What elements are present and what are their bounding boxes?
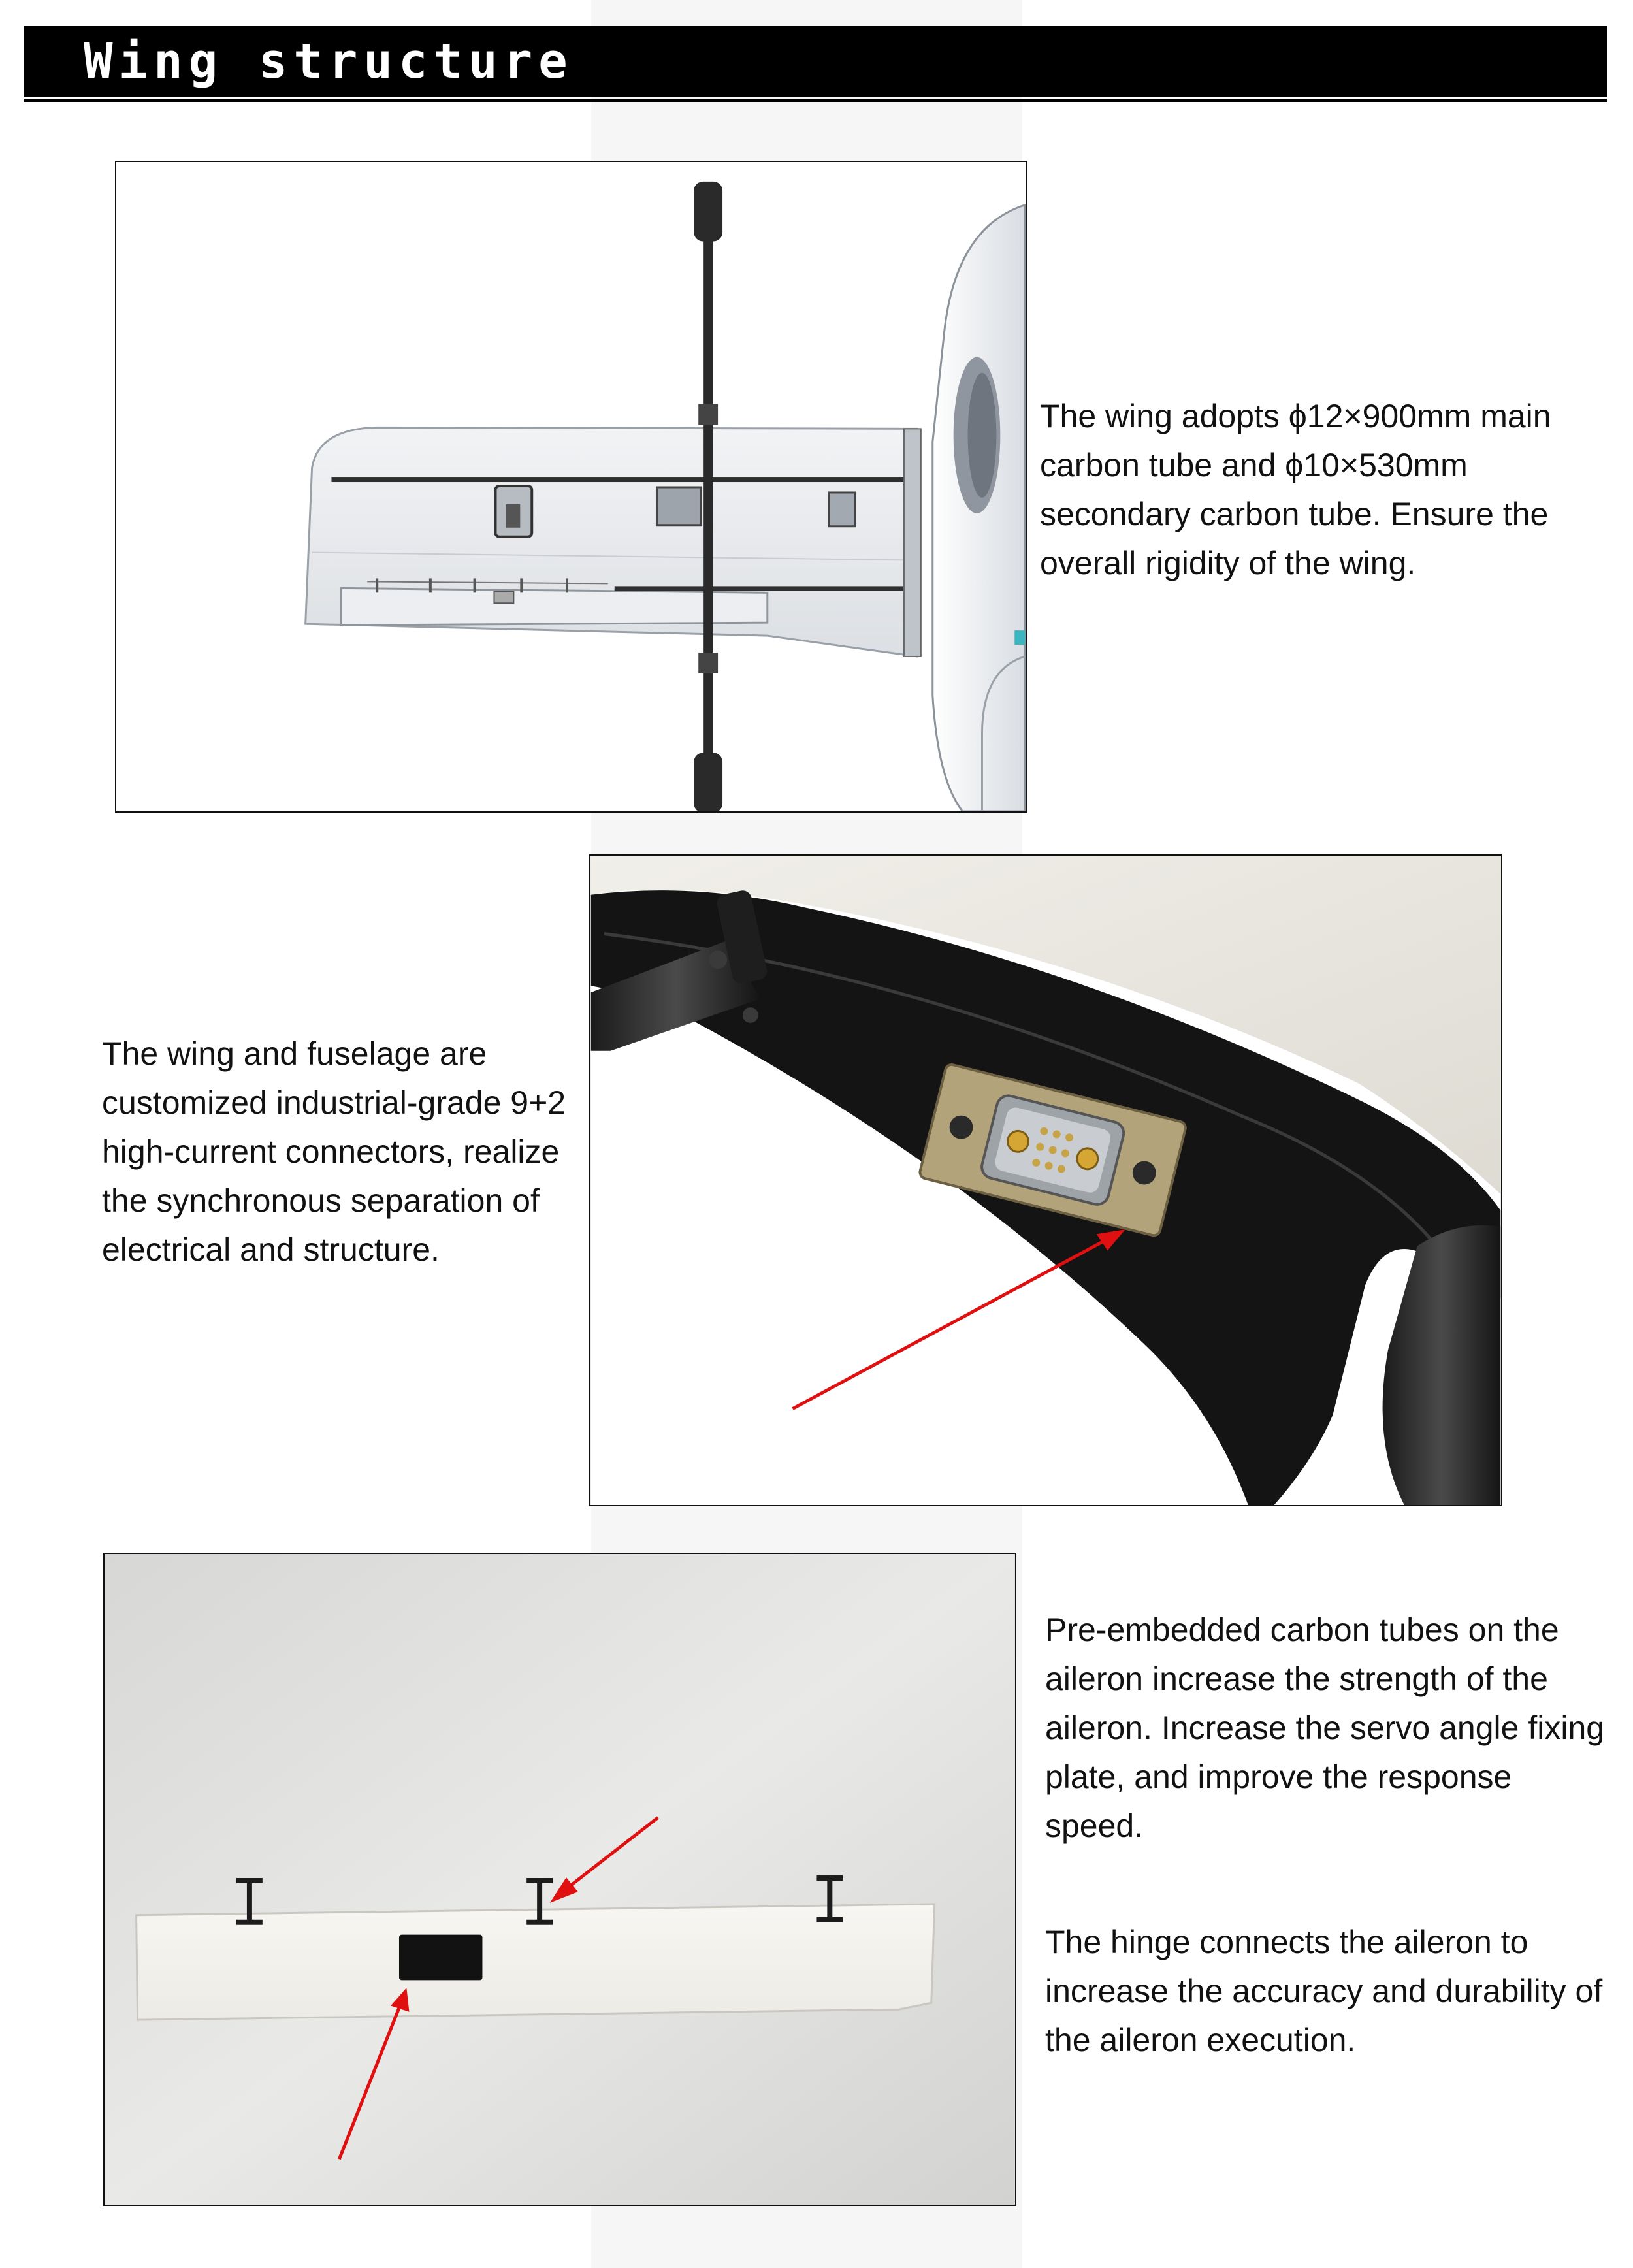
- secondary-carbon-tube: [615, 586, 913, 591]
- header-rule: [24, 99, 1607, 102]
- aileron-outline: [341, 588, 767, 625]
- aileron-photo-svg: [105, 1554, 1015, 2205]
- servo-plate: [399, 1935, 482, 1981]
- vertical-boom: [703, 201, 713, 768]
- hinge-description: The hinge connects the aileron to increase the accuracy and durability of the aileron execution.: [1045, 1924, 1603, 2058]
- wing-connector-photo: [589, 854, 1502, 1506]
- aileron-tube-description: Pre-embedded carbon tubes on the aileron increase the strength of the aileron. Increase the servo angle fixing plate, and improve the response speed.: [1045, 1612, 1605, 1844]
- connector-description: The wing and fuselage are customized industrial-grade 9+2 high-current connectors, realize the synchronous separation of electrical and structure.: [102, 1035, 566, 1268]
- aileron-photo: [103, 1553, 1016, 2206]
- wing-tube-description: The wing adopts ϕ12×900mm main carbon tube and ϕ10×530mm secondary carbon tube. Ensure the overall rigidity of the wing.: [1040, 398, 1551, 581]
- connector-photo-svg: [590, 856, 1501, 1505]
- wing-drawing-svg: [116, 162, 1026, 811]
- wing-structure-drawing: [115, 161, 1027, 813]
- page-title: Wing structure: [84, 33, 574, 89]
- main-carbon-tube: [331, 477, 910, 482]
